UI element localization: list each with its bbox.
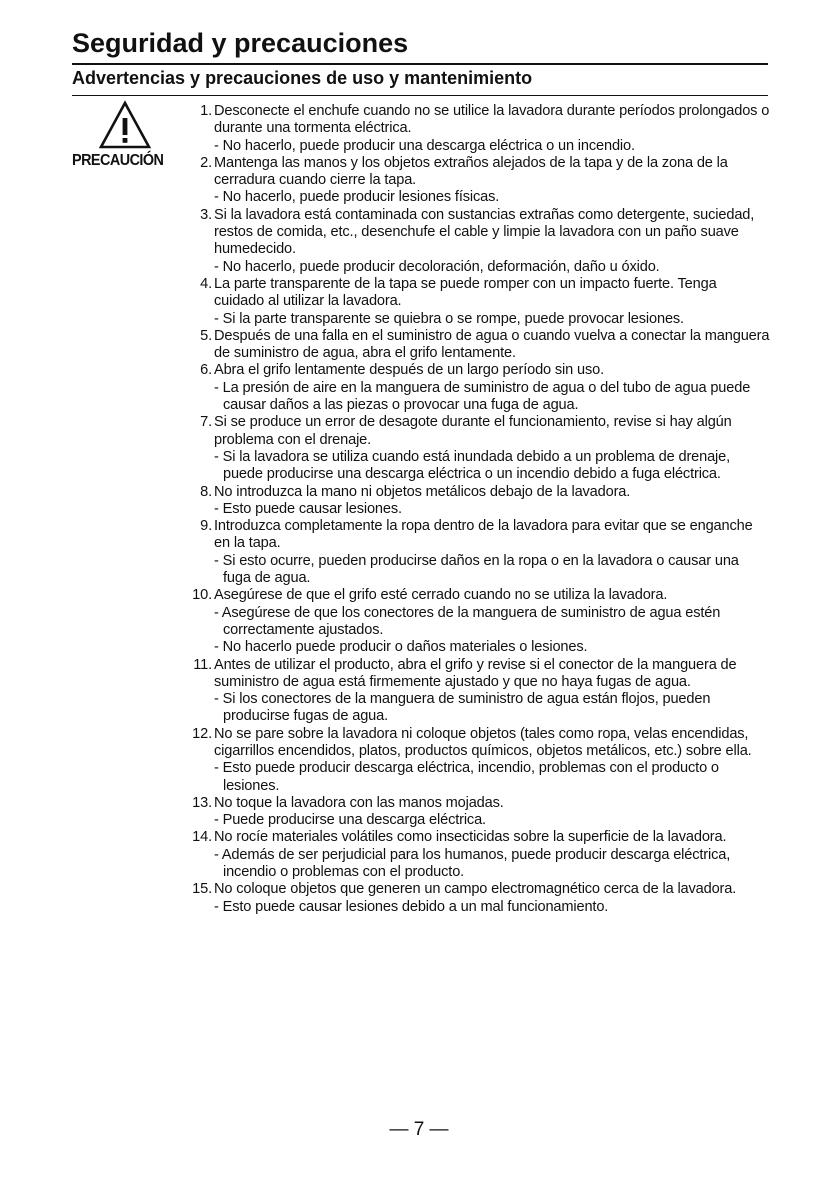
item-note: - Si la lavadora se utiliza cuando está inundada debido a un problema de drenaje, puede producirse una descarga eléctrica o un incendio debido a fuga eléctrica.	[214, 448, 731, 483]
item-note: - Esto puede producir descarga eléctrica, incendio, problemas con el producto o lesiones.	[214, 760, 719, 794]
list-item	[180, 795, 770, 830]
item-number: 5.	[200, 327, 212, 344]
list-item	[180, 155, 770, 207]
item-text: No introduzca la mano ni objetos metálicos debajo de la lavadora.	[214, 483, 631, 500]
item-text: Después de una falla en el suministro de agua o cuando vuelva a conectar la manguera de suministro de agua, abra el grifo lentamente.	[214, 327, 770, 362]
item-body	[212, 881, 770, 916]
item-text: No se pare sobre la lavadora ni coloque objetos (tales como ropa, velas encendidas, cigarrillos encendidos, platos, productos químicos, objetos metálicos, etc.) sobre ella.	[214, 725, 752, 759]
item-number: 11.	[193, 656, 212, 673]
item-body	[212, 795, 770, 830]
warning-triangle-icon	[98, 100, 152, 150]
item-number: 6.	[200, 362, 212, 379]
item-note: - Si esto ocurre, pueden producirse daños en la ropa o en la lavadora o causar una fuga de agua.	[214, 552, 739, 587]
list-item	[180, 829, 770, 881]
item-number: 3.	[200, 206, 212, 223]
item-text: Desconecte el enchufe cuando no se utilice la lavadora durante períodos prolongados o durante una tormenta eléctrica.	[214, 103, 770, 137]
item-note: - Esto puede causar lesiones debido a un mal funcionamiento.	[214, 898, 609, 915]
list-item	[180, 207, 770, 276]
item-note: - No hacerlo, puede producir lesiones físicas.	[214, 189, 500, 206]
item-note: - Puede producirse una descarga eléctrica.	[214, 812, 486, 829]
item-text: No coloque objetos que generen un campo electromagnético cerca de la lavadora.	[214, 881, 737, 898]
item-note: - Si la parte transparente se quiebra o se rompe, puede provocar lesiones.	[214, 310, 684, 327]
item-number: 7.	[200, 414, 212, 431]
item-note: - No hacerlo, puede producir decoloración, deformación, daño u óxido.	[214, 258, 660, 275]
list-item	[180, 881, 770, 916]
item-text: Abra el grifo lentamente después de un largo período sin uso.	[214, 362, 605, 379]
title-divider	[72, 63, 768, 65]
list-item	[180, 726, 770, 795]
item-number: 1.	[200, 103, 212, 119]
item-body	[212, 155, 770, 207]
item-body	[212, 207, 770, 276]
item-number: 4.	[200, 275, 212, 292]
item-text: Antes de utilizar el producto, abra el grifo y revise si el conector de la manguera de suministro de agua está firmemente ajustado y que no haya fugas de agua.	[214, 656, 737, 690]
list-item	[180, 484, 770, 519]
list-item	[180, 103, 770, 155]
precautions-list	[180, 103, 770, 916]
item-body	[212, 362, 770, 414]
item-text: Mantenga las manos y los objetos extraños alejados de la tapa y de la zona de la cerradura cuando cierre la tapa.	[214, 154, 728, 189]
item-text: Si se produce un error de desagote durante el funcionamiento, revise si hay algún problema con el drenaje.	[214, 414, 732, 448]
item-text: Asegúrese de que el grifo esté cerrado cuando no se utiliza la lavadora.	[214, 587, 668, 604]
item-text: No toque la lavadora con las manos mojadas.	[214, 794, 504, 811]
item-body	[212, 103, 770, 155]
item-text: Si la lavadora está contaminada con sustancias extrañas como detergente, suciedad, restos de comida, etc., desenchufe el cable y limpie la lavadora con un paño suave humedecido.	[214, 206, 755, 258]
item-note: - No hacerlo, puede producir una descarga eléctrica o un incendio.	[214, 137, 635, 154]
item-body	[212, 328, 770, 363]
item-note: - Además de ser perjudicial para los humanos, puede producir descarga eléctrica, incendio o problemas con el producto.	[214, 846, 731, 881]
item-number: 12.	[192, 725, 212, 742]
list-item	[180, 362, 770, 414]
caution-label: PRECAUCIÓN	[72, 152, 164, 169]
item-note: - Asegúrese de que los conectores de la manguera de suministro de agua estén correctamente ajustados.	[214, 604, 721, 638]
item-body	[212, 484, 770, 519]
list-item	[180, 414, 770, 483]
section-divider	[72, 95, 768, 96]
item-text: La parte transparente de la tapa se puede romper con un impacto fuerte. Tenga cuidado al utilizar la lavadora.	[214, 275, 717, 310]
item-number: 15.	[192, 881, 212, 898]
list-item	[180, 276, 770, 328]
item-body	[212, 726, 770, 795]
item-body	[212, 518, 770, 587]
item-number: 8.	[200, 483, 212, 500]
item-number: 9.	[200, 518, 212, 535]
item-body	[212, 829, 770, 881]
item-number: 10.	[192, 587, 212, 604]
item-note: - No hacerlo puede producir o daños materiales o lesiones.	[214, 639, 588, 656]
item-text: No rocíe materiales volátiles como insecticidas sobre la superficie de la lavadora.	[214, 829, 727, 846]
item-body	[212, 657, 770, 726]
page-number: — 7 —	[389, 1119, 449, 1140]
item-number: 13.	[192, 794, 212, 811]
item-body	[212, 587, 770, 656]
list-item	[180, 328, 770, 363]
item-note: - Si los conectores de la manguera de suministro de agua están flojos, pueden producirse fugas de agua.	[214, 691, 711, 725]
list-item	[180, 657, 770, 726]
list-item	[180, 518, 770, 587]
item-number: 2.	[200, 154, 212, 171]
page-title: Seguridad y precauciones	[72, 28, 409, 58]
item-number: 14.	[192, 829, 212, 846]
item-body	[212, 414, 770, 483]
item-note: - La presión de aire en la manguera de suministro de agua o del tubo de agua puede causar daños a las piezas o provocar una fuga de agua.	[214, 379, 751, 414]
section-title: Advertencias y precauciones de uso y mantenimiento	[72, 68, 533, 88]
item-note: - Esto puede causar lesiones.	[214, 500, 402, 517]
item-body	[212, 276, 770, 328]
item-text: Introduzca completamente la ropa dentro de la lavadora para evitar que se enganche en la tapa.	[214, 518, 753, 552]
list-item	[180, 587, 770, 656]
